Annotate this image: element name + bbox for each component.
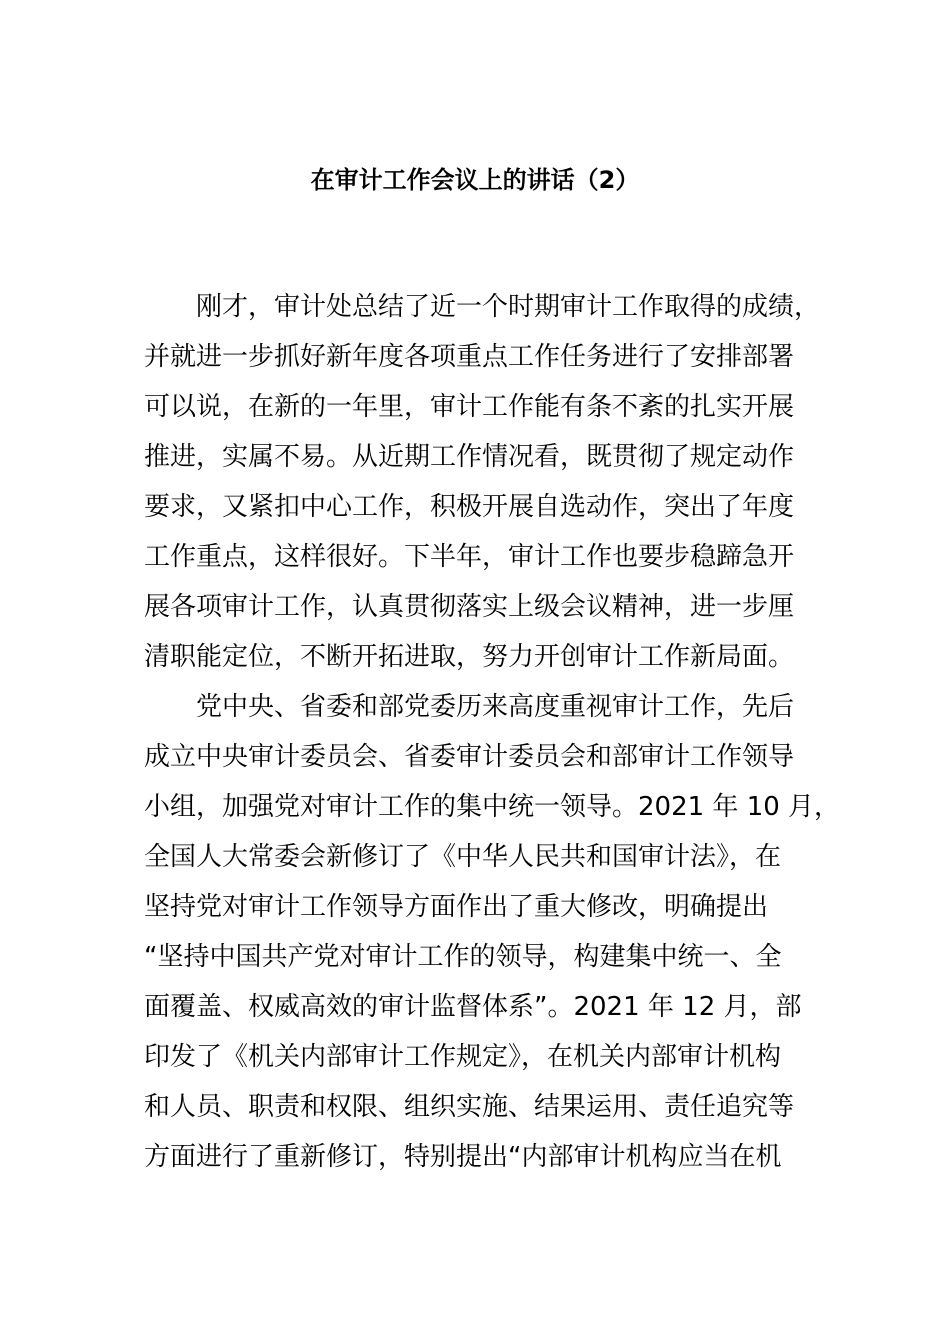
paragraph-line: 成立中央审计委员会、省委审计委员会和部审计工作领导 [144, 742, 795, 772]
paragraph-line: 面覆盖、权威高效的审计监督体系”。2021 年 12 月，部 [144, 992, 802, 1022]
paragraph-line: 和人员、职责和权限、组织实施、结果运用、责任追究等 [144, 1092, 795, 1122]
paragraph-line: 工作重点，这样很好。下半年，审计工作也要步稳蹄急开 [144, 542, 795, 572]
paragraph-line: 党中央、省委和部党委历来高度重视审计工作，先后 [196, 692, 795, 722]
paragraph-line: 清职能定位，不断开拓进取，努力开创审计工作新局面。 [144, 642, 795, 672]
paragraph-line: 要求，又紧扣中心工作，积极开展自选动作，突出了年度 [144, 492, 795, 522]
document-title: 在审计工作会议上的讲话（2） [310, 166, 640, 194]
paragraph-line: 展各项审计工作，认真贯彻落实上级会议精神，进一步厘 [144, 592, 795, 622]
paragraph-line: 全国人大常委会新修订了《中华人民共和国审计法》，在 [144, 842, 782, 872]
document-body [144, 282, 844, 1182]
paragraph-line: 方面进行了重新修订，特别提出“内部审计机构应当在机 [144, 1142, 782, 1172]
paragraph-line: “坚持中国共产党对审计工作的领导，构建集中统一、全 [144, 942, 782, 972]
paragraph-line: 推进，实属不易。从近期工作情况看，既贯彻了规定动作 [144, 442, 795, 472]
paragraph-line: 印发了《机关内部审计工作规定》，在机关内部审计机构 [144, 1042, 782, 1072]
paragraph-line: 刚才，审计处总结了近一个时期审计工作取得的成绩， [196, 292, 821, 322]
paragraph-line: 小组，加强党对审计工作的集中统一领导。2021 年 10 月， [144, 792, 841, 822]
paragraph-line: 并就进一步抓好新年度各项重点工作任务进行了安排部署 [144, 342, 795, 372]
paragraph-line: 坚持党对审计工作领导方面作出了重大修改，明确提出 [144, 892, 769, 922]
paragraph-line: 可以说，在新的一年里，审计工作能有条不紊的扎实开展 [144, 392, 795, 422]
